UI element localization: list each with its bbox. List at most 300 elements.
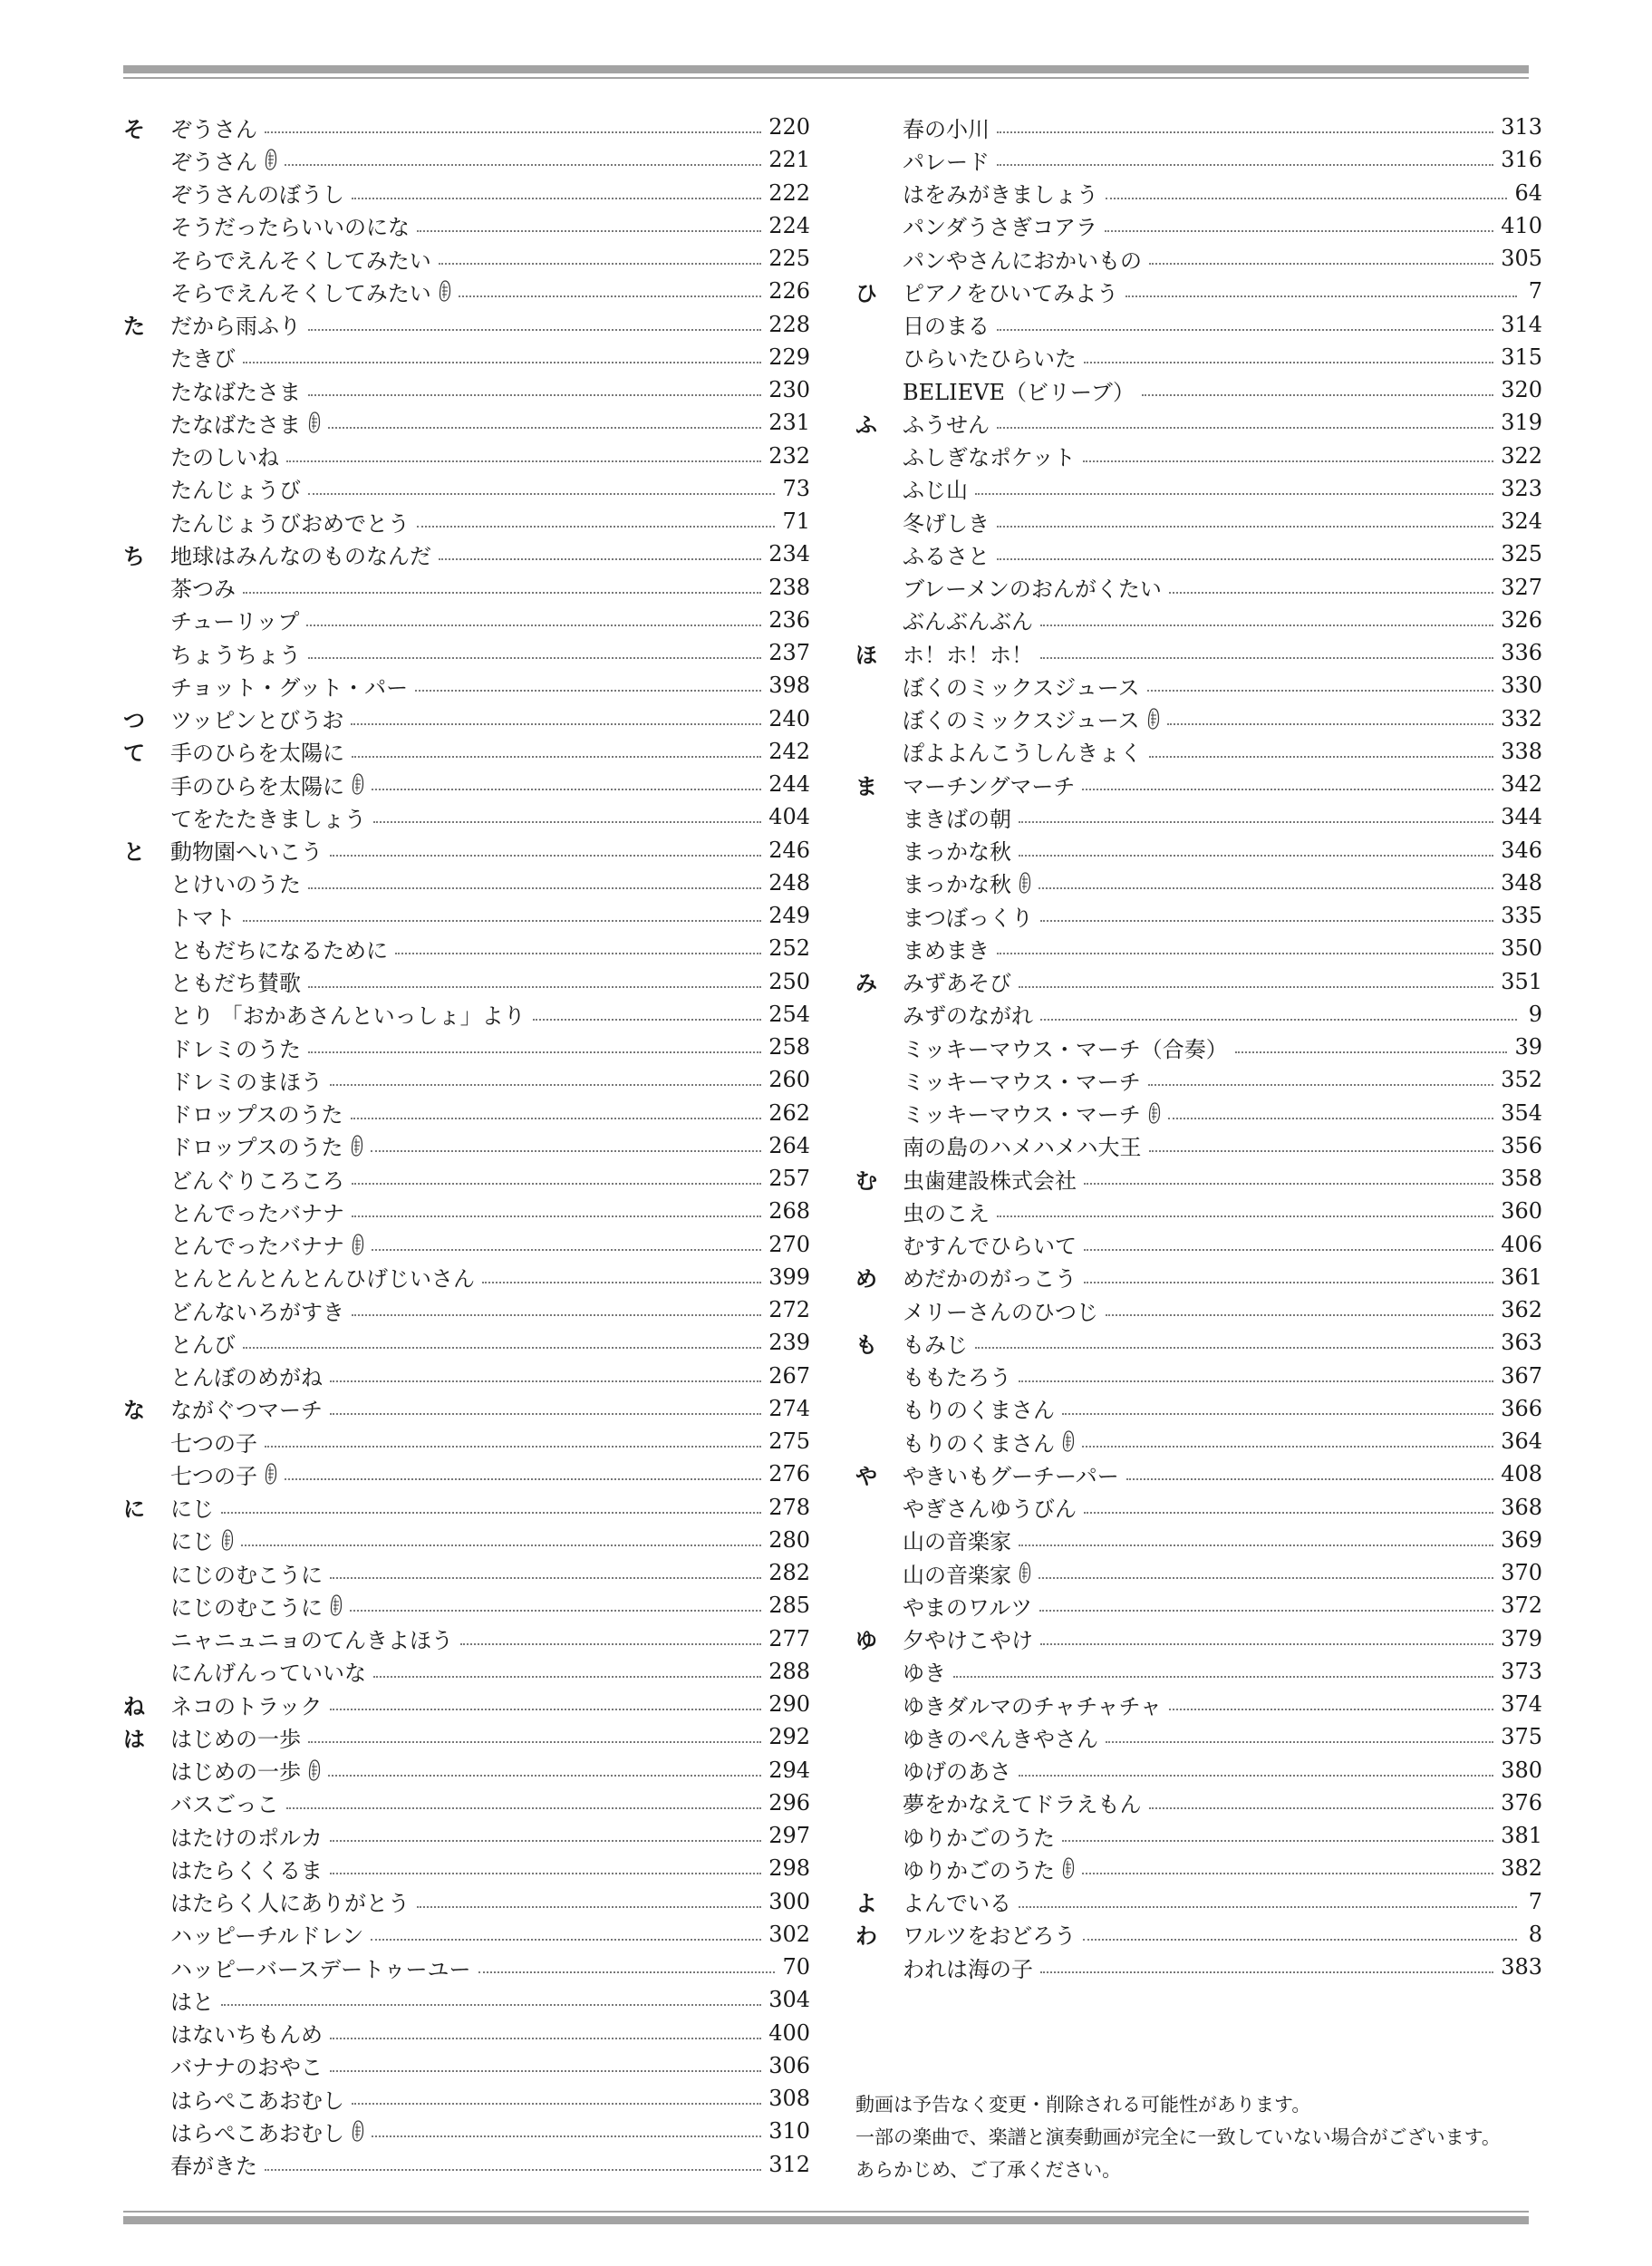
page-number: 7 [1528,278,1542,305]
video-icon [1019,872,1031,894]
leader-dots [308,394,761,396]
index-column-right [855,111,1542,1983]
leader-dots [351,1118,762,1119]
page-number: 364 [1501,1428,1542,1455]
leader-dots [352,756,761,758]
leader-dots [1106,1741,1493,1743]
leader-dots [395,953,761,954]
leader-dots [1040,1643,1493,1645]
song-title: ツッピンとびうお [170,708,344,734]
leader-dots [243,1347,761,1349]
leader-dots [286,1807,762,1809]
song-title: ゆげのあさ [903,1759,1011,1786]
index-entry [855,1491,1542,1524]
page-number: 306 [768,2052,810,2078]
song-title: むすんでひらいて [903,1234,1077,1260]
page-number: 376 [1501,1789,1542,1816]
song-title: はたらくくるま [170,1857,323,1883]
page-number: 374 [1501,1691,1542,1718]
leader-dots [1084,362,1493,363]
index-entry [123,735,810,768]
leader-dots [439,263,761,265]
index-entry [855,1425,1542,1457]
song-title: ぞうさん [170,116,257,142]
kana-heading: む [855,1167,877,1194]
video-icon [1148,1102,1161,1124]
leader-dots [371,1939,761,1941]
page-number: 354 [1501,1099,1542,1126]
index-entry [855,1097,1542,1129]
index-entry [855,111,1542,143]
page-number: 70 [782,1954,810,1980]
leader-dots [308,657,761,659]
index-entry [123,1162,810,1195]
leader-dots [997,427,1493,429]
page-number: 268 [768,1198,810,1225]
song-title: よんでいる [903,1891,1011,1917]
page-number: 221 [768,147,810,173]
leader-dots [478,1971,776,1973]
page-number: 225 [768,246,810,272]
index-entry [855,768,1542,800]
kana-heading: み [855,971,877,997]
index-entry [855,998,1542,1031]
index-entry [855,505,1542,537]
song-title: ニャニュニョのてんきよほう [170,1628,453,1654]
page-number: 367 [1501,1362,1542,1389]
page-number: 410 [1501,212,1542,238]
index-entry [123,867,810,899]
page-number: 248 [768,869,810,896]
index-entry [123,669,810,702]
leader-dots [417,1906,761,1908]
index-entry [123,111,810,143]
kana-heading: ね [123,1693,145,1719]
leader-dots [953,1676,1493,1678]
page-number: 294 [768,1757,810,1783]
leader-dots [352,198,761,199]
leader-dots [1084,1282,1493,1283]
index-entry [123,1129,810,1162]
page-number: 275 [768,1428,810,1455]
page-number: 226 [768,278,810,305]
song-title: たんじょうび [170,478,301,504]
video-icon [221,1529,234,1551]
index-entry [855,1885,1542,1918]
page-number: 262 [768,1099,810,1126]
song-title: ぞうさん [170,149,257,175]
leader-dots [328,1775,761,1777]
kana-heading: と [123,839,145,866]
index-entry [123,571,810,604]
leader-dots [1019,1906,1517,1908]
index-entry [123,636,810,669]
top-rule [123,65,1529,79]
page-number: 222 [768,179,810,206]
page-number: 290 [768,1691,810,1718]
page-number: 297 [768,1823,810,1849]
index-entry [123,373,810,406]
index-entry [855,1524,1542,1556]
leader-dots [1040,1971,1493,1973]
song-title: もりのくまさん [903,1430,1055,1457]
song-title: 春の小川 [903,116,990,142]
index-entry [123,1360,810,1392]
page-number: 336 [1501,640,1542,666]
leader-dots [308,493,775,495]
page-number: 363 [1501,1330,1542,1356]
leader-dots [243,920,761,922]
index-entry [123,1819,810,1852]
index-entry [123,440,810,472]
song-title: 手のひらを太陽に [170,741,344,767]
leader-dots [330,855,761,857]
page-number: 249 [768,903,810,929]
leader-dots [997,329,1493,331]
kana-heading: わ [855,1923,877,1950]
kana-heading: ほ [855,642,877,668]
page-number: 362 [1501,1297,1542,1323]
page-number: 342 [1501,771,1542,798]
index-entry [123,1983,810,2016]
page-number: 73 [782,475,810,501]
page-number: 244 [768,771,810,798]
video-icon [1147,708,1160,730]
song-title: ふじ山 [903,478,968,504]
song-title: だから雨ふり [170,314,301,340]
kana-heading: な [123,1398,145,1424]
leader-dots [1040,657,1493,659]
page-number: 296 [768,1789,810,1816]
index-entry [855,440,1542,472]
index-entry [855,177,1542,209]
page-number: 246 [768,837,810,863]
song-title: はじめの一歩 [170,1726,301,1752]
song-title: たのしいね [170,445,279,471]
leader-dots [1062,1840,1493,1842]
leader-dots [1082,1446,1493,1448]
leader-dots [417,230,761,232]
song-title: パンやさんにおかいもの [903,247,1142,274]
leader-dots [1082,789,1493,790]
index-entry [123,275,810,307]
leader-dots [330,2070,761,2072]
leader-dots [330,1380,761,1382]
song-title: まめまき [903,937,990,964]
leader-dots [350,1610,761,1612]
leader-dots [330,1709,762,1710]
song-title: たなばたさま [170,379,301,405]
index-entry [855,932,1542,964]
leader-dots [1149,756,1493,758]
index-entry [855,1326,1542,1359]
index-entry [123,1622,810,1655]
index-entry [123,932,810,964]
index-entry [123,2115,810,2147]
song-title: そうだったらいいのにな [170,215,410,241]
page-number: 319 [1501,410,1542,436]
page-number: 7 [1528,1888,1542,1914]
song-title: たんじょうびおめでとう [170,510,410,537]
song-title: はをみがきましょう [903,182,1098,208]
song-title: ともだちになるために [170,937,388,964]
video-icon [352,773,364,795]
song-title: マーチングマーチ [903,773,1076,799]
index-entry [123,1720,810,1753]
index-entry [855,1129,1542,1162]
video-icon [308,412,321,433]
song-title: ミッキーマウス・マーチ（合奏） [903,1036,1228,1062]
leader-dots [1084,1183,1493,1185]
leader-dots [1040,1019,1517,1021]
index-entry [855,1852,1542,1884]
index-entry [123,965,810,998]
index-entry [123,1754,810,1787]
song-title: パンダうさぎコアラ [903,215,1098,241]
index-entry [855,735,1542,768]
index-entry [855,1622,1542,1655]
song-title: 南の島のハメハメハ大王 [903,1135,1142,1161]
leader-dots [1062,1413,1493,1415]
leader-dots [371,1150,762,1152]
page-number: 272 [768,1297,810,1323]
leader-dots [1083,1939,1517,1941]
page-number: 260 [768,1067,810,1093]
kana-heading: ふ [855,412,877,438]
leader-dots [1084,1249,1493,1251]
leader-dots [1235,1051,1508,1053]
song-title: とんぼのめがね [170,1365,323,1391]
video-icon [1062,1857,1075,1879]
song-title: そらでえんそくしてみたい [170,280,431,306]
leader-dots [221,2004,761,2006]
song-title: 動物園へいこう [170,839,323,866]
index-entry [855,636,1542,669]
song-title: はたけのポルカ [170,1825,323,1851]
song-title: 日のまる [903,314,990,340]
leader-dots [330,1413,761,1415]
leader-dots [997,953,1493,954]
page-number: 373 [1501,1658,1542,1684]
page-number: 64 [1514,179,1542,206]
song-title: パレード [903,149,990,175]
page-number: 380 [1501,1757,1542,1783]
song-title: ドレミのまほう [170,1069,323,1095]
page-number: 285 [768,1593,810,1619]
song-title: みずのながれ [903,1003,1033,1030]
index-entry [123,604,810,636]
index-entry [123,1885,810,1918]
index-entry [855,899,1542,932]
leader-dots [997,526,1493,528]
leader-dots [352,1183,761,1185]
page-number: 270 [768,1231,810,1257]
index-entry [123,899,810,932]
leader-dots [975,1347,1493,1349]
page-number: 382 [1501,1855,1542,1882]
page-number: 232 [768,442,810,469]
index-entry [123,1787,810,1819]
leader-dots [1168,1118,1493,1119]
leader-dots [1040,920,1493,922]
index-entry [123,242,810,275]
song-title: はないちもんめ [170,2022,323,2048]
kana-heading: に [123,1496,145,1523]
page-number: 356 [1501,1132,1542,1158]
index-entry [123,1031,810,1063]
index-entry [855,1063,1542,1096]
kana-heading: そ [123,116,145,142]
song-title: BELIEVE（ビリーブ） [903,379,1135,405]
song-title: ブレーメンのおんがくたい [903,576,1162,603]
page-number: 369 [1501,1526,1542,1553]
index-entry [855,1360,1542,1392]
index-entry [855,1589,1542,1622]
song-title: ゆきのぺんきやさん [903,1726,1098,1752]
page-number: 231 [768,410,810,436]
song-title: はらぺこあおむし [170,2120,344,2146]
index-entry [855,1556,1542,1589]
page-number: 313 [1501,114,1542,140]
page-number: 344 [1501,804,1542,830]
kana-heading: て [123,741,145,767]
index-entry [855,867,1542,899]
leader-dots [1019,855,1493,857]
song-title: 山の音楽家 [903,1562,1011,1588]
page-number: 346 [1501,837,1542,863]
leader-dots [1149,263,1493,265]
index-entry [855,1688,1542,1720]
index-entry [855,1819,1542,1852]
leader-dots [1126,1478,1493,1480]
kana-heading: や [855,1463,877,1489]
index-entry [855,702,1542,735]
index-entry [123,406,810,439]
song-title: やきいもグーチーパー [903,1463,1119,1489]
leader-dots [1084,1512,1493,1514]
kana-heading: は [123,1726,145,1752]
leader-dots [306,625,761,626]
leader-dots [330,1873,761,1874]
leader-dots [373,821,761,823]
video-icon [1062,1430,1075,1452]
page-number: 228 [768,311,810,337]
index-entry [855,834,1542,867]
page-number: 375 [1501,1724,1542,1750]
page-number: 236 [768,606,810,633]
kana-heading: め [855,1266,877,1293]
song-title: ネコのトラック [170,1693,323,1719]
song-title: 夕やけこやけ [903,1628,1033,1654]
index-entry [855,472,1542,505]
page-number: 372 [1501,1593,1542,1619]
song-title: ふるさと [903,543,990,569]
leader-dots [1039,887,1493,889]
kana-heading: つ [123,708,145,734]
song-title: 山の音楽家 [903,1529,1011,1555]
song-title: ぼくのミックスジュース [903,674,1140,701]
leader-dots [1147,690,1494,692]
leader-dots [1169,1709,1493,1710]
song-title: ゆき [903,1661,946,1687]
page-number: 282 [768,1560,810,1586]
page-number: 360 [1501,1198,1542,1225]
song-title: やぎさんゆうびん [903,1496,1077,1523]
song-title: にじのむこうに [170,1594,323,1621]
index-entry [123,2049,810,2082]
index-entry [123,2082,810,2115]
page-number: 71 [782,508,810,535]
index-entry [123,1918,810,1951]
song-title: 夢をかなえてドラえもん [903,1792,1142,1818]
song-title: バスごっこ [170,1792,279,1818]
leader-dots [1019,1545,1493,1546]
song-title: みずあそび [903,971,1011,997]
song-title: まつぼっくり [903,905,1033,931]
song-title: ながぐつマーチ [170,1398,323,1424]
index-entry [123,308,810,341]
index-entry [123,209,810,242]
leader-dots [439,558,761,560]
index-entry [855,406,1542,439]
leader-dots [285,1478,761,1480]
index-entry [123,1293,810,1326]
leader-dots [1019,1380,1493,1382]
video-icon [439,280,451,302]
song-title: にんげんっていいな [170,1661,366,1687]
page-number: 400 [768,2019,810,2046]
leader-dots [975,493,1493,495]
index-entry [123,1524,810,1556]
video-icon [265,149,277,170]
index-entry [123,1228,810,1261]
page-number: 338 [1501,738,1542,764]
song-title: 手のひらを太陽に [170,773,344,799]
page-number: 325 [1501,541,1542,567]
song-title: ひらいたひらいた [903,346,1077,373]
note-line: 一部の楽曲で、楽譜と演奏動画が完全に一致していない場合がございます。 [855,2126,1501,2148]
index-entry [123,1425,810,1457]
kana-heading: ま [855,773,877,799]
kana-heading: ひ [855,280,877,306]
page-number: 320 [1501,377,1542,403]
leader-dots [221,1512,761,1514]
video-icon [351,1135,363,1157]
leader-dots [415,690,761,692]
page-number: 274 [768,1395,810,1421]
index-entry [123,1852,810,1884]
page-number: 324 [1501,508,1542,535]
index-entry [855,242,1542,275]
song-title: まっかな秋 [903,839,1011,866]
index-entry [123,1063,810,1096]
page-number: 322 [1501,442,1542,469]
index-entry [123,1097,810,1129]
page-number: 229 [768,344,810,370]
page-number: 264 [768,1132,810,1158]
page-number: 238 [768,574,810,600]
page-number: 240 [768,705,810,731]
leader-dots [351,723,761,725]
page-number: 252 [768,935,810,962]
song-title: ドロップスのうた [170,1102,343,1128]
song-title: はたらく人にありがとう [170,1891,410,1917]
leader-dots [1019,1775,1493,1777]
leader-dots [265,131,761,133]
page-number: 300 [768,1888,810,1914]
index-entry [855,1195,1542,1227]
page-number: 304 [768,1987,810,2013]
